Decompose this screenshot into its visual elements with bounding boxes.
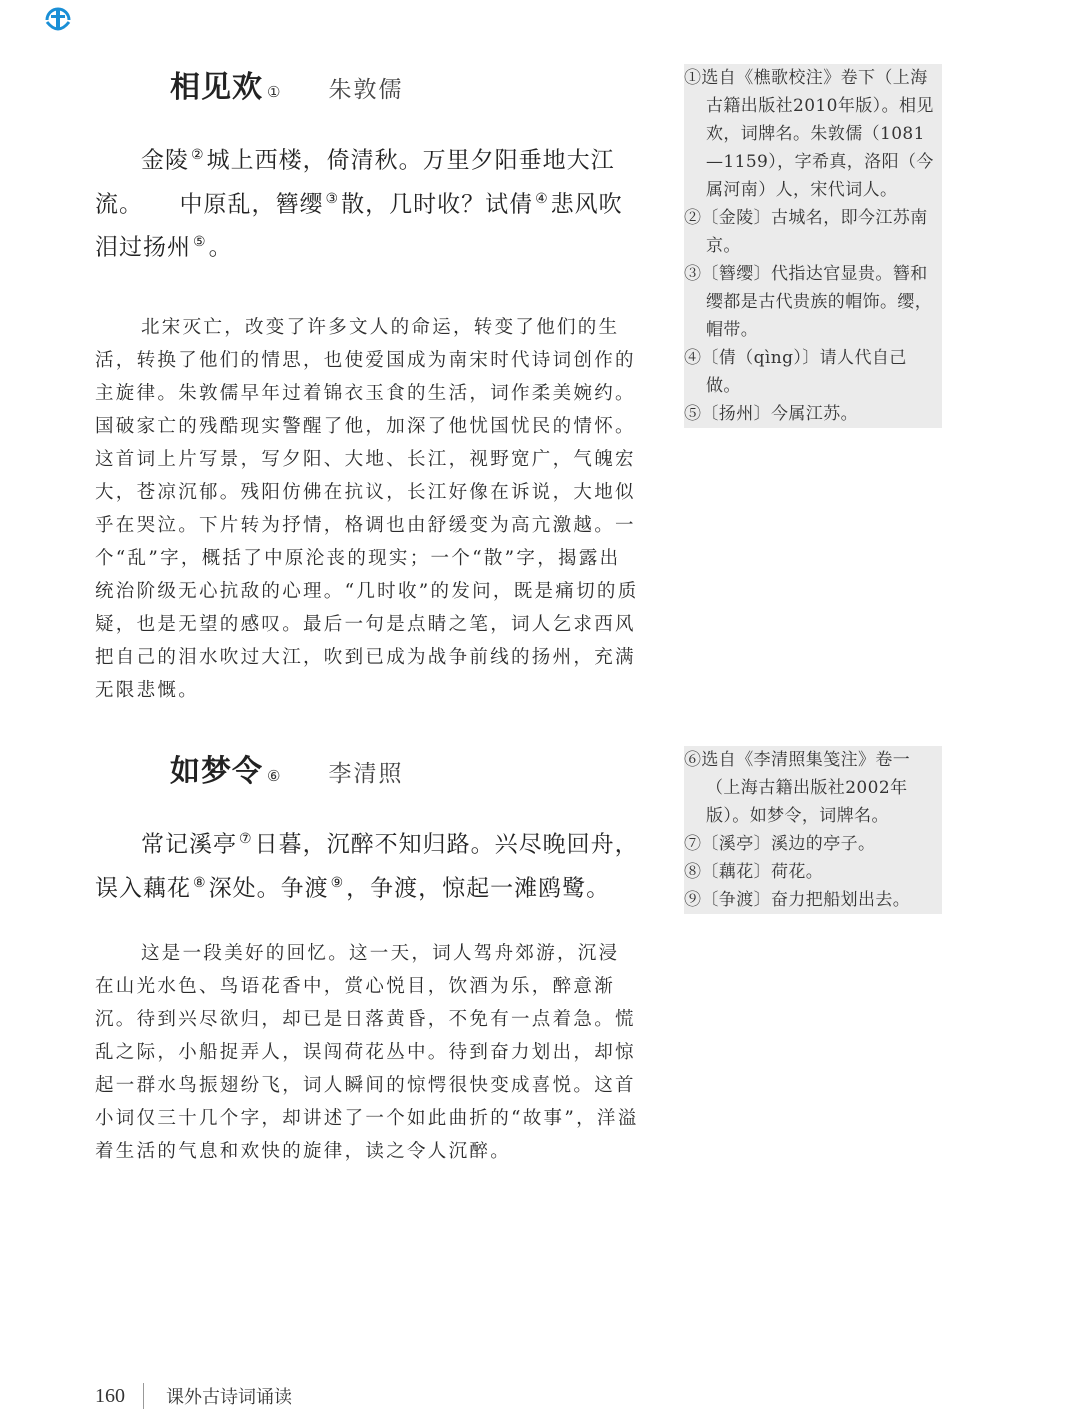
footnote-item: ④〔倩（qìng）〕请人代自己做。 <box>684 348 907 396</box>
poem-section-2 <box>95 746 640 1168</box>
poem-line-text: 散，几时收？试倩 <box>341 191 534 218</box>
footnote-item: ②〔金陵〕古城名，即今江苏南京。 <box>684 208 928 256</box>
poem-line-text: 金陵 <box>141 147 189 174</box>
footnote-item: ①选自《樵歌校注》卷下（上海古籍出版社2010年版）。相见欢，词牌名。朱敦儒（1081—1159），字希真，洛阳（今属河南）人，宋代词人。 <box>684 68 934 200</box>
poem-commentary: 北宋灭亡，改变了许多文人的命运，转变了他们的生活，转换了他们的情思，也使爱国成为南宋时代诗词创作的主旋律。朱敦儒早年过着锦衣玉食的生活，词作柔美婉约。国破家亡的残酷现实警醒了他，加深了他忧国忧民的情怀。这首词上片写景，写夕阳、大地、长江，视野宽广，气魄宏大，苍凉沉郁。残阳仿佛在抗议，长江好像在诉说，大地似乎在哭泣。下片转为抒情，格调也由舒缓变为高亢激越。一个“乱”字，概括了中原沦丧的现实；一个“散”字，揭露出统治阶级无心抗敌的心理。“几时收”的发问，既是痛切的质疑，也是无望的感叹。最后一句是点睛之笔，词人乞求西风把自己的泪水吹过大江，吹到已成为战争前线的扬州，充满无限悲慨。 <box>95 316 639 701</box>
poem-commentary: 这是一段美好的回忆。这一天，词人驾舟郊游，沉浸在山光水色、鸟语花香中，赏心悦目，饮酒为乐，醉意渐沉。待到兴尽欲归，却已是日落黄昏，不免有一点着急。慌乱之际，小船捉弄人，误闯荷花丛中。待到奋力划出，却惊起一群水鸟振翅纷飞，词人瞬间的惊愕很快变成喜悦。这首小词仅三十几个字，却讲述了一个如此曲折的“故事”，洋溢着生活的气息和欢快的旋律，读之令人沉醉。 <box>95 943 639 1163</box>
footnote-item: ⑦〔溪亭〕溪边的亭子。 <box>684 834 876 854</box>
poem-line-text: 常记溪亭 <box>141 831 237 858</box>
title-note-marker: ① <box>267 83 281 101</box>
footnotes-panel-2 <box>684 746 942 914</box>
footnote-marker: ③ <box>325 190 340 207</box>
footnote-marker: ② <box>191 147 205 163</box>
poem-author: 朱敦儒 <box>328 77 404 103</box>
footnote-marker: ⑦ <box>239 831 253 847</box>
footnote-marker: ④ <box>535 190 549 207</box>
poem-section-1 <box>95 62 640 707</box>
poem-line-text: 日暮，沉醉不知归路。兴尽晚回舟，误入藕花 <box>95 831 639 902</box>
footnote-item: ⑧〔藕花〕荷花。 <box>684 862 824 882</box>
footnote-marker: ⑤ <box>193 234 207 251</box>
poem-line-text: 城上西楼，倚清秋。万里夕阳垂地大江流。 中原乱，簪缨 <box>95 147 615 218</box>
footnote-item: ⑤〔扬州〕今属江苏。 <box>684 404 858 424</box>
footnote-item: ③〔簪缨〕代指达官显贵。簪和缨都是古代贵族的帽饰。缨，帽带。 <box>684 264 933 340</box>
poem-line-text: 。 <box>208 234 233 261</box>
footnote-item: ⑥选自《李清照集笺注》卷一（上海古籍出版社2002年版）。如梦令，词牌名。 <box>684 750 911 826</box>
poem-line-text: 深处。争渡 <box>208 875 329 902</box>
footnotes-panel-1 <box>684 64 942 428</box>
footnote-marker: ⑨ <box>330 874 345 891</box>
title-note-marker: ⑥ <box>267 767 281 785</box>
footer-divider <box>143 1383 144 1409</box>
footnote-marker: ⑧ <box>193 874 207 891</box>
poem-title: 相见欢 <box>170 70 263 105</box>
page-number: 160 <box>95 1384 125 1407</box>
footnote-item: ⑨〔争渡〕奋力把船划出去。 <box>684 890 911 910</box>
anchor-logo-icon <box>44 6 72 34</box>
poem-author: 李清照 <box>328 761 404 787</box>
book-title: 课外古诗词诵读 <box>166 1387 292 1408</box>
poem-line-text: ，争渡，惊起一滩鸥鹭。 <box>346 875 611 902</box>
poem-title: 如梦令 <box>170 754 263 789</box>
poem-line-text: 悲风吹泪过扬州 <box>95 191 623 261</box>
poem-text <box>95 136 640 267</box>
poem-text <box>95 820 640 907</box>
page-footer <box>95 1383 292 1409</box>
poem-title-row <box>95 62 640 106</box>
poem-title-row <box>95 746 640 790</box>
